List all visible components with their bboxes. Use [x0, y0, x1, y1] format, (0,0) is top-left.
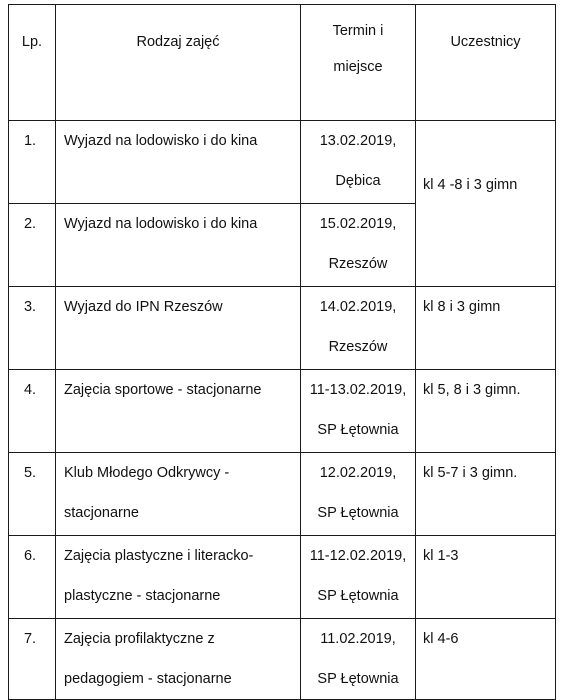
cell-termin-date: 14.02.2019, — [319, 299, 397, 315]
cell-termin-place: Dębica — [335, 173, 381, 189]
cell-termin — [301, 204, 416, 287]
cell-rodzaj-line2: stacjonarne — [64, 505, 139, 521]
cell-termin-place: SP Łętownia — [317, 588, 399, 604]
cell-rodzaj — [56, 121, 301, 204]
header-termin-line1: Termin i — [332, 23, 384, 39]
cell-termin-date: 13.02.2019, — [319, 133, 397, 149]
cell-termin-date: 11.02.2019, — [320, 631, 396, 647]
cell-termin — [301, 287, 416, 370]
cell-termin-date: 15.02.2019, — [319, 216, 397, 232]
cell-termin-place: Rzeszów — [328, 339, 388, 355]
cell-termin — [301, 536, 416, 619]
table-row — [9, 619, 556, 700]
cell-termin — [301, 619, 416, 700]
cell-lp: 3. — [9, 287, 56, 370]
table-row — [9, 287, 556, 370]
cell-rodzaj — [56, 287, 301, 370]
cell-lp: 6. — [9, 536, 56, 619]
cell-rodzaj — [56, 619, 301, 700]
table-row — [9, 121, 556, 204]
cell-termin — [301, 121, 416, 204]
cell-termin — [301, 453, 416, 536]
cell-rodzaj-line2: plastyczne - stacjonarne — [64, 588, 221, 604]
cell-lp: 1. — [9, 121, 56, 204]
cell-uczestnicy: kl 4-6 — [416, 619, 556, 700]
cell-termin-place: Rzeszów — [328, 256, 388, 272]
cell-rodzaj-line1: Zajęcia sportowe - stacjonarne — [64, 382, 262, 398]
cell-rodzaj-line1: Klub Młodego Odkrywcy - — [64, 465, 230, 481]
cell-termin-date: 11-12.02.2019, — [309, 548, 407, 564]
cell-uczestnicy: kl 1-3 — [416, 536, 556, 619]
cell-rodzaj-line1: Wyjazd na lodowisko i do kina — [64, 133, 258, 149]
cell-rodzaj-line2: pedagogiem - stacjonarne — [64, 671, 232, 687]
activities-table — [8, 4, 556, 700]
cell-termin-date: 11-13.02.2019, — [309, 382, 407, 398]
cell-termin-date: 12.02.2019, — [319, 465, 397, 481]
cell-lp: 7. — [9, 619, 56, 700]
table-header-row — [9, 5, 556, 121]
header-termin — [301, 5, 416, 121]
cell-termin — [301, 370, 416, 453]
cell-uczestnicy: kl 8 i 3 gimn — [416, 287, 556, 370]
cell-termin-place: SP Łętownia — [317, 671, 399, 687]
cell-rodzaj-line1: Zajęcia plastyczne i literacko- — [64, 548, 254, 564]
cell-uczestnicy: kl 5, 8 i 3 gimn. — [416, 370, 556, 453]
header-lp: Lp. — [9, 5, 56, 121]
cell-uczestnicy: kl 5-7 i 3 gimn. — [416, 453, 556, 536]
header-termin-line2: miejsce — [333, 59, 383, 75]
cell-rodzaj-line1: Wyjazd do IPN Rzeszów — [64, 299, 223, 315]
cell-termin-place: SP Łętownia — [317, 422, 399, 438]
cell-rodzaj — [56, 370, 301, 453]
cell-lp: 4. — [9, 370, 56, 453]
table-row — [9, 453, 556, 536]
cell-rodzaj — [56, 204, 301, 287]
cell-termin-place: SP Łętownia — [317, 505, 399, 521]
cell-rodzaj-line1: Wyjazd na lodowisko i do kina — [64, 216, 258, 232]
table-row — [9, 370, 556, 453]
cell-rodzaj — [56, 453, 301, 536]
cell-rodzaj-line1: Zajęcia profilaktyczne z — [64, 631, 215, 647]
table-row — [9, 536, 556, 619]
cell-uczestnicy: kl 4 -8 i 3 gimn — [416, 121, 556, 287]
cell-rodzaj — [56, 536, 301, 619]
header-uczestnicy: Uczestnicy — [416, 5, 556, 121]
cell-lp: 2. — [9, 204, 56, 287]
cell-lp: 5. — [9, 453, 56, 536]
header-rodzaj: Rodzaj zajęć — [56, 5, 301, 121]
